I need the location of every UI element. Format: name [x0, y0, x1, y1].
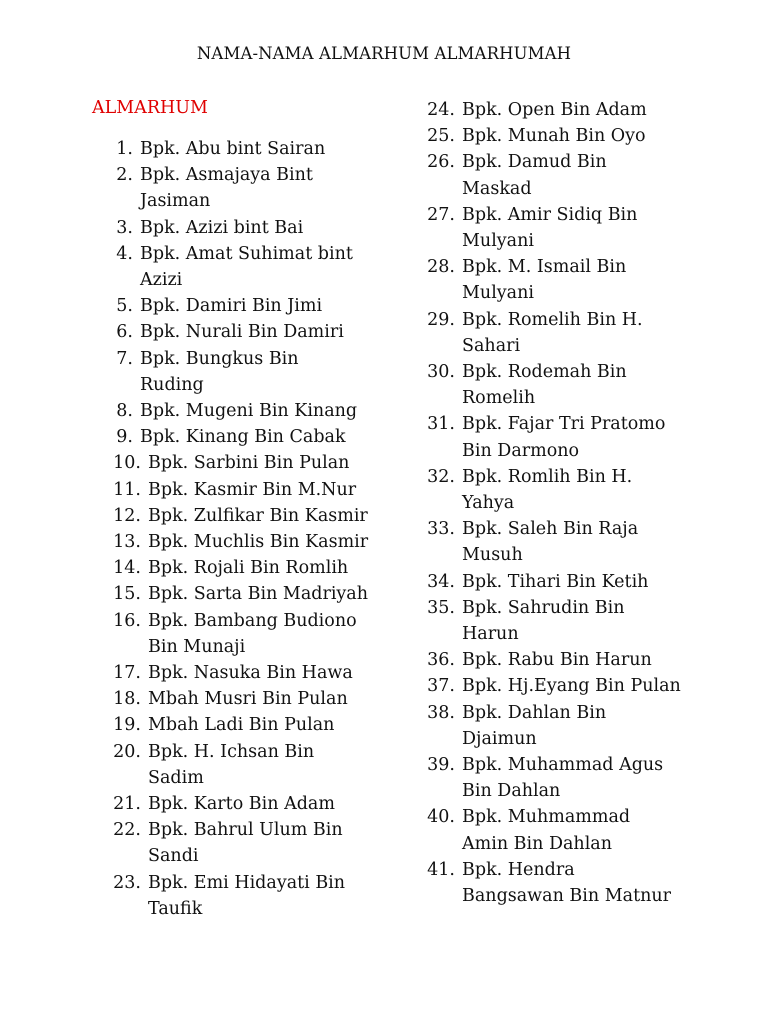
list-item-number: 15. — [113, 584, 141, 605]
list-item-name: Bpk. Open Bin Adam — [462, 100, 647, 120]
list-item-name: Bpk. Mugeni Bin Kinang — [140, 401, 358, 421]
list-item-number: 38. — [427, 702, 455, 723]
list-item-name: Bpk. Nasuka Bin Hawa — [148, 663, 353, 683]
list-item-number: 20. — [113, 741, 141, 762]
list-item-name: Djaimun — [462, 728, 537, 749]
list-item-number: 21. — [113, 794, 141, 814]
list-item-number: 29. — [427, 309, 455, 330]
list-item-number: 12. — [113, 505, 141, 526]
list-item-name: Bpk. Muhmammad — [462, 807, 631, 828]
list-item-number: 14. — [113, 558, 141, 579]
list-item-name: Bpk. Romelih Bin H. — [462, 309, 643, 330]
list-item-number: 1. — [116, 139, 133, 159]
list-item-number: 30. — [427, 362, 455, 382]
list-item-number: 10. — [113, 453, 141, 474]
list-item-name: Bin Munaji — [148, 636, 246, 657]
list-item-name: Bpk. Bungkus Bin — [140, 348, 299, 369]
list-item-name: Bpk. Kinang Bin Cabak — [140, 427, 346, 448]
list-item-name: Bpk. Bambang Budiono — [148, 610, 357, 631]
list-item-name: Bpk. H. Ichsan Bin — [148, 741, 315, 762]
list-item-name: Harun — [462, 623, 519, 644]
list-item-name: Bin Darmono — [462, 440, 580, 461]
list-item-name: Bpk. Bahrul Ulum Bin — [148, 820, 343, 841]
list-item-name: Bpk. Munah Bin Oyo — [462, 126, 646, 147]
list-item-name: Bpk. Hj.Eyang Bin Pulan — [462, 676, 681, 697]
list-item-name: Bpk. Nurali Bin Damiri — [140, 322, 344, 343]
list-item-number: 2. — [116, 165, 133, 186]
list-item-name: Bpk. Saleh Bin Raja — [462, 519, 639, 540]
list-item-number: 17. — [113, 663, 141, 683]
list-item-number: 37. — [427, 676, 455, 697]
list-item-name: Bpk. Rabu Bin Harun — [462, 650, 652, 671]
list-item-name: Maskad — [462, 178, 532, 199]
list-item-name: Bpk. Muchlis Bin Kasmir — [148, 532, 369, 552]
list-item-number: 19. — [113, 715, 141, 736]
list-item-name: Musuh — [462, 545, 523, 566]
list-item-name: Bpk. Muhammad Agus — [462, 755, 664, 775]
list-item-name: Ruding — [140, 374, 204, 395]
list-item-number: 31. — [427, 414, 455, 435]
list-item-name: Bpk. Sahrudin Bin — [462, 597, 625, 618]
list-item-name: Bpk. Romlih Bin H. — [462, 466, 633, 487]
list-item-number: 24. — [427, 100, 455, 120]
list-item-name: Bpk. Rojali Bin Romlih — [148, 558, 349, 579]
list-item-name: Amin Bin Dahlan — [462, 833, 612, 854]
list-item-name: Bpk. M. Ismail Bin — [462, 257, 627, 278]
list-item-name: Bpk. Abu bint Sairan — [140, 139, 326, 159]
list-item-name: Mbah Ladi Bin Pulan — [148, 715, 335, 736]
list-item-name: Bpk. Azizi bint Bai — [140, 217, 304, 238]
list-item-number: 13. — [113, 532, 141, 552]
list-item-name: Bpk. Fajar Tri Pratomo — [462, 414, 666, 435]
list-item-name: Bpk. Damud Bin — [462, 152, 607, 173]
list-item-number: 40. — [427, 807, 455, 828]
list-item-number: 33. — [427, 519, 455, 540]
list-item-number: 36. — [427, 650, 455, 671]
list-item-number: 9. — [116, 427, 133, 448]
list-item-name: Sandi — [148, 846, 199, 867]
list-item-name: Bpk. Dahlan Bin — [462, 702, 607, 723]
section-label-almarhum: ALMARHUM — [92, 98, 208, 118]
list-item-name: Jasiman — [140, 191, 211, 212]
list-item-name: Sahari — [462, 335, 521, 356]
list-item-number: 32. — [427, 466, 455, 487]
list-item-name: Sadim — [148, 767, 204, 788]
page-title: NAMA-NAMA ALMARHUM ALMARHUMAH — [196, 44, 572, 63]
list-item-name: Bpk. Tihari Bin Ketih — [462, 571, 649, 592]
list-item-name: Bpk. Karto Bin Adam — [148, 794, 335, 814]
list-item-number: 25. — [427, 126, 455, 147]
list-item-number: 4. — [116, 243, 133, 264]
list-item-name: Bpk. Kasmir Bin M.Nur — [148, 479, 357, 500]
list-item-number: 3. — [116, 217, 133, 238]
list-item-number: 18. — [113, 689, 141, 710]
list-item-name: Mulyani — [462, 230, 534, 251]
list-item-number: 27. — [427, 204, 455, 225]
list-item-name: Bpk. Hendra — [462, 859, 575, 880]
list-item-name: Mulyani — [462, 283, 534, 304]
list-item-name: Taufik — [148, 898, 203, 919]
list-item-number: 16. — [113, 610, 141, 631]
list-item-number: 41. — [427, 859, 455, 880]
list-item-number: 34. — [427, 571, 455, 592]
list-item-number: 5. — [116, 296, 133, 317]
list-item-number: 22. — [113, 820, 141, 841]
list-item-name: Bpk. Amir Sidiq Bin — [462, 204, 638, 225]
list-item-name: Mbah Musri Bin Pulan — [148, 689, 348, 710]
list-item-name: Bin Dahlan — [462, 781, 561, 802]
list-item-number: 35. — [427, 597, 455, 618]
list-item-name: Bpk. Rodemah Bin — [462, 362, 627, 382]
list-item-number: 7. — [116, 348, 133, 369]
list-item-number: 6. — [116, 322, 133, 343]
list-item-number: 26. — [427, 152, 455, 173]
list-item-number: 8. — [116, 401, 133, 421]
list-item-name: Romelih — [462, 388, 536, 409]
list-item-number: 39. — [427, 755, 455, 775]
list-item-name: Bpk. Emi Hidayati Bin — [148, 872, 346, 893]
list-item-name: Bangsawan Bin Matnur — [462, 885, 672, 906]
list-item-name: Bpk. Sarta Bin Madriyah — [148, 584, 369, 605]
list-item-number: 28. — [427, 257, 455, 278]
list-item-name: Bpk. Asmajaya Bint — [140, 165, 313, 186]
list-item-name: Bpk. Amat Suhimat bint — [140, 243, 353, 264]
list-item-name: Bpk. Sarbini Bin Pulan — [148, 453, 350, 474]
list-item-number: 23. — [113, 872, 141, 893]
list-item-name: Azizi — [140, 269, 183, 290]
list-item-name: Bpk. Damiri Bin Jimi — [140, 296, 323, 317]
list-item-name: Yahya — [462, 492, 515, 513]
list-item-number: 11. — [113, 479, 141, 500]
list-item-name: Bpk. Zulfikar Bin Kasmir — [148, 505, 368, 526]
